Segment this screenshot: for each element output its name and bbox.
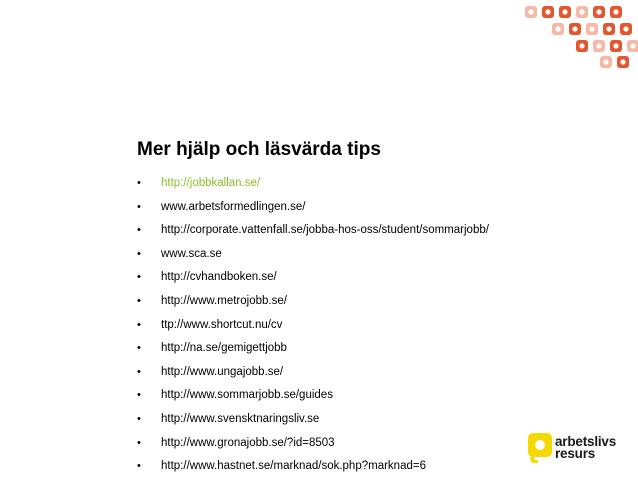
bullet-icon: • <box>137 177 141 189</box>
bullet-icon: • <box>137 318 141 331</box>
logo-text-line2: resurs <box>555 446 596 461</box>
bullet-icon: • <box>137 365 141 378</box>
bullet-icon: • <box>137 224 141 237</box>
link-shortcut[interactable]: ttp://www.shortcut.nu/cv <box>161 318 283 331</box>
bullet-icon: • <box>137 200 141 213</box>
link-cvhandboken[interactable]: http://cvhandboken.se/ <box>161 271 277 284</box>
deco-square-centre <box>579 9 584 14</box>
bullet-icon: • <box>137 294 141 307</box>
bullet-icon: • <box>137 412 141 425</box>
deco-square-centre <box>528 9 533 14</box>
bullet-icon: • <box>137 389 141 402</box>
bullet-icon: • <box>137 247 141 260</box>
link-sommarjobb[interactable]: http://www.sommarjobb.se/guides <box>161 389 333 402</box>
logo-mark-icon <box>528 433 552 463</box>
slide-title: Mer hjälp och läsvärda tips <box>137 139 381 160</box>
deco-square-centre <box>579 43 584 48</box>
link-na[interactable]: http://na.se/gemigettjobb <box>161 342 287 355</box>
logo-text-line1: arbetslivs <box>555 434 617 449</box>
link-sca[interactable]: www.sca.se <box>161 247 222 260</box>
link-svensktnaringsliv[interactable]: http://www.svensktnaringsliv.se <box>161 412 320 425</box>
deco-square-centre <box>613 43 618 48</box>
bullet-icon: • <box>137 271 141 284</box>
deco-square-centre <box>603 59 608 64</box>
deco-square-centre <box>606 26 611 31</box>
link-jobbkallan[interactable]: http://jobbkallan.se/ <box>161 177 261 189</box>
deco-square-centre <box>620 59 625 64</box>
deco-square-centre <box>555 26 560 31</box>
deco-square-centre <box>572 26 577 31</box>
arbetslivsresurs-logo <box>528 430 628 466</box>
link-hastnet[interactable]: http://www.hastnet.se/marknad/sok.php?marknad=6 <box>161 460 426 473</box>
deco-square-centre <box>596 9 601 14</box>
bullet-icon: • <box>137 460 141 473</box>
decorative-dot-pattern <box>0 0 638 70</box>
link-vattenfall[interactable]: http://corporate.vattenfall.se/jobba-hos-oss/student/sommarjobb/ <box>161 224 489 237</box>
deco-square-centre <box>562 9 567 14</box>
deco-square-centre <box>623 26 628 31</box>
deco-square-centre <box>596 43 601 48</box>
link-gronajobb[interactable]: http://www.gronajobb.se/?id=8503 <box>161 436 335 449</box>
deco-square-centre <box>613 9 618 14</box>
link-metrojobb[interactable]: http://www.metrojobb.se/ <box>161 294 287 307</box>
link-ungajobb[interactable]: http://www.ungajobb.se/ <box>161 365 284 378</box>
deco-square-centre <box>545 9 550 14</box>
bullet-icon: • <box>137 342 141 355</box>
deco-square-centre <box>630 43 635 48</box>
link-arbetsformedlingen[interactable]: www.arbetsformedlingen.se/ <box>161 200 306 213</box>
bullet-icon: • <box>137 436 141 449</box>
deco-square-centre <box>589 26 594 31</box>
